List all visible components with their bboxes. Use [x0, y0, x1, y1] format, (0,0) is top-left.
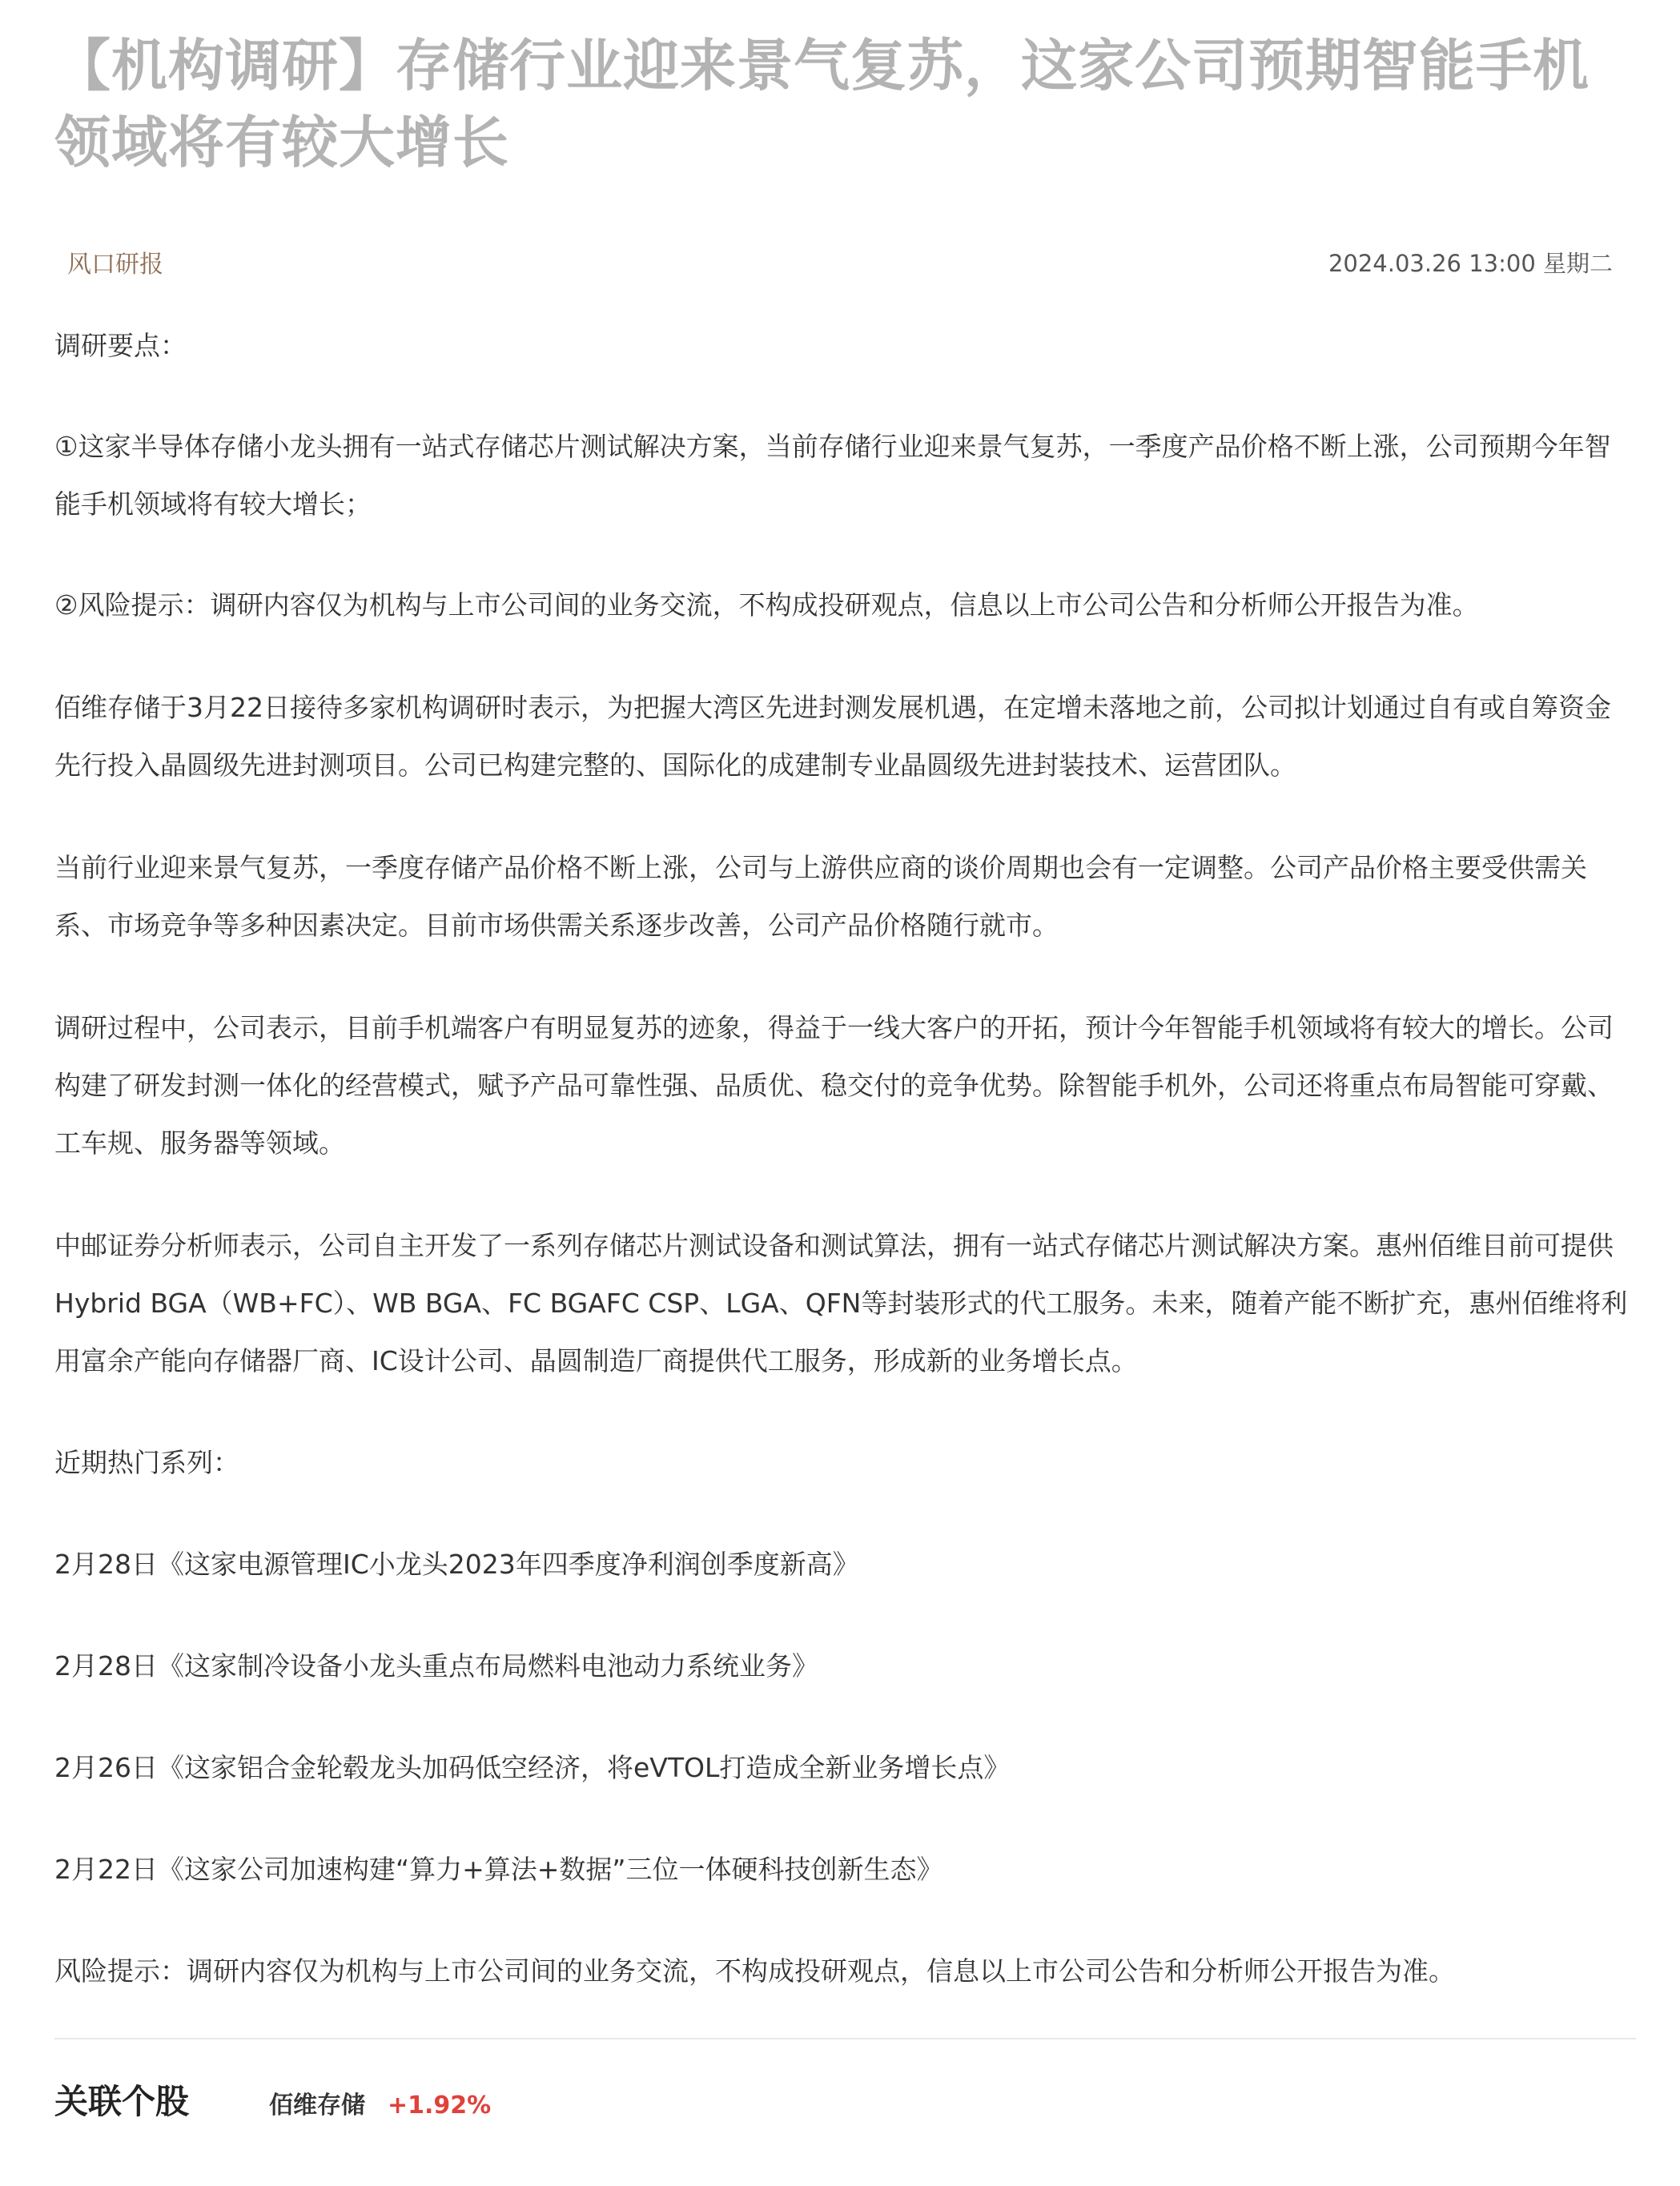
hot-series-link-4[interactable]: 2月22日《这家公司加速构建“算力+算法+数据”三位一体硬科技创新生态》 — [54, 1854, 943, 1885]
paragraph-risk-notice: 风险提示：调研内容仅为机构与上市公司间的业务交流，不构成投研观点，信息以上市公司公告和分析师公开报告为准。 — [54, 1955, 1455, 1987]
article-source[interactable]: 风口研报 — [67, 251, 163, 279]
paragraph-body-4: 中邮证券分析师表示，公司自主开发了一系列存储芯片测试设备和测试算法，拥有一站式存储芯片测试解决方案。惠州佰维目前可提供Hybrid BGA（WB+FC）、WB BGA、FC BGAFC CSP、LGA、QFN等封装形式的代工服务。未来，随着产能不断扩充，惠州佰维将利用富余产能向存储器厂商、IC设计公司、晶圆制造厂商提供代工服务，形成新的业务增长点。 — [54, 1230, 1628, 1376]
article-body — [54, 317, 1632, 2000]
related-stocks — [54, 2075, 491, 2124]
article-title: 【机构调研】存储行业迎来景气复苏，这家公司预期智能手机领域将有较大增长 — [54, 33, 1590, 175]
article-meta — [54, 242, 1632, 282]
stock-name-link[interactable]: 佰维存储 — [269, 2092, 366, 2120]
hot-series-link-2[interactable]: 2月28日《这家制冷设备小龙头重点布局燃料电池动力系统业务》 — [54, 1650, 818, 1682]
hot-series-link-1[interactable]: 2月28日《这家电源管理IC小龙头2023年四季度净利润创季度新高》 — [54, 1549, 859, 1580]
paragraph-key-points-heading: 调研要点： — [54, 330, 187, 361]
article-datetime: 2024.03.26 13:00 星期二 — [1328, 249, 1613, 277]
stock-change: +1.92% — [388, 2092, 492, 2120]
paragraph-body-2: 当前行业迎来景气复苏，一季度存储产品价格不断上涨，公司与上游供应商的谈价周期也会有一定调整。公司产品价格主要受供需关系、市场竞争等多种因素决定。目前市场供需关系逐步改善，公司产品价格随行就市。 — [54, 852, 1587, 941]
related-stocks-title: 关联个股 — [54, 2082, 190, 2121]
paragraph-key-point-2: ②风险提示：调研内容仅为机构与上市公司间的业务交流，不构成投研观点，信息以上市公司公告和分析师公开报告为准。 — [54, 589, 1479, 621]
hot-series-link-3[interactable]: 2月26日《这家铝合金轮毂龙头加码低空经济，将eVTOL打造成全新业务增长点》 — [54, 1752, 1011, 1783]
paragraph-hot-series-heading: 近期热门系列： — [54, 1447, 239, 1478]
paragraph-body-3: 调研过程中，公司表示，目前手机端客户有明显复苏的迹象，得益于一线大客户的开拓，预计今年智能手机领域将有较大的增长。公司构建了研发封测一体化的经营模式，赋予产品可靠性强、品质优、稳交付的竞争优势。除智能手机外，公司还将重点布局智能可穿戴、工车规、服务器等领域。 — [54, 1012, 1614, 1159]
paragraph-body-1: 佰维存储于3月22日接待多家机构调研时表示，为把握大湾区先进封测发展机遇，在定增未落地之前，公司拟计划通过自有或自筹资金先行投入晶圆级先进封测项目。公司已构建完整的、国际化的成建制专业晶圆级先进封装技术、运营团队。 — [54, 692, 1611, 781]
paragraph-key-point-1: ①这家半导体存储小龙头拥有一站式存储芯片测试解决方案，当前存储行业迎来景气复苏，一季度产品价格不断上涨，公司预期今年智能手机领域将有较大增长； — [54, 431, 1611, 520]
section-divider — [54, 2038, 1636, 2039]
